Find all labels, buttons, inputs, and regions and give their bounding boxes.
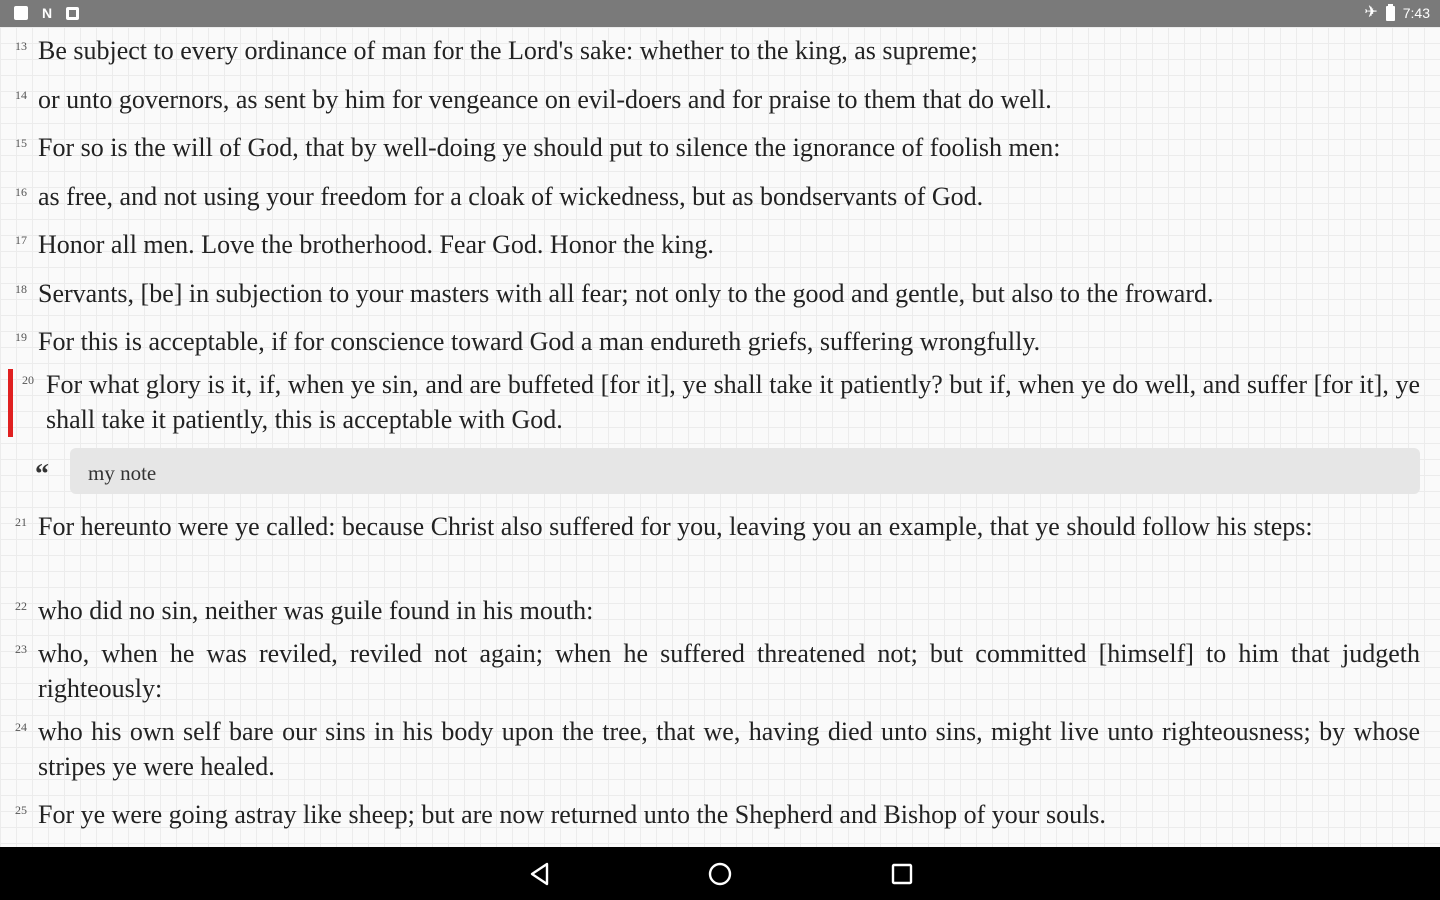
- verse[interactable]: [0, 509, 1440, 544]
- n-icon: N: [42, 5, 53, 21]
- back-button[interactable]: [527, 861, 553, 887]
- verse-text: Servants, [be] in subjection to your masters with all fear; not only to the good and gentle, but also to the froward.: [38, 279, 1214, 308]
- home-circle-icon: [707, 861, 733, 887]
- verse[interactable]: [0, 593, 1440, 628]
- verse-number: 25: [15, 803, 27, 817]
- navigation-bar: [0, 847, 1440, 900]
- bible-reader[interactable]: [0, 27, 1440, 847]
- verse-text: as free, and not using your freedom for a cloak of wickedness, but as bondservants of God.: [38, 182, 984, 211]
- verse-note[interactable]: my note: [70, 448, 1420, 494]
- verse-text: For this is acceptable, if for conscience toward God a man endureth griefs, suffering wrongfully.: [38, 327, 1041, 356]
- verse-text: For ye were going astray like sheep; but are now returned unto the Shepherd and Bishop of your souls.: [38, 800, 1106, 829]
- recents-square-icon: [889, 861, 915, 887]
- verse-text: who his own self bare our sins in his body upon the tree, that we, having died unto sins, might live unto righteousness; by whose stripes ye were healed.: [38, 717, 1420, 781]
- back-triangle-icon: [527, 861, 553, 887]
- verse[interactable]: [0, 179, 1440, 214]
- status-bar: [0, 0, 1440, 27]
- verse-text: who, when he was reviled, reviled not again; when he suffered threatened not; but committed [himself] to him that judgeth righteously:: [38, 639, 1420, 703]
- home-button[interactable]: [707, 861, 733, 887]
- verse-text: Be subject to every ordinance of man for the Lord's sake: whether to the king, as supreme;: [38, 36, 978, 65]
- verse-number: 16: [15, 185, 27, 199]
- recents-button[interactable]: [889, 861, 915, 887]
- verse[interactable]: [0, 276, 1440, 311]
- clipboard-icon: [14, 6, 28, 20]
- verse[interactable]: [0, 324, 1440, 359]
- verse-number: 13: [15, 39, 27, 53]
- notification-icons: [14, 6, 79, 20]
- clock: 7:43: [1402, 5, 1430, 21]
- verse[interactable]: [0, 82, 1440, 117]
- verse[interactable]: [0, 130, 1440, 165]
- verse-text: For hereunto were ye called: because Christ also suffered for you, leaving you an example, that ye should follow his steps:: [38, 512, 1313, 541]
- airplane-mode-icon: ✈: [1364, 4, 1378, 21]
- verse-selected[interactable]: [0, 367, 1440, 437]
- verse[interactable]: [0, 797, 1440, 832]
- verse-text: who did no sin, neither was guile found in his mouth:: [38, 596, 594, 625]
- verse[interactable]: [0, 636, 1440, 706]
- verse[interactable]: [0, 227, 1440, 262]
- verse-number: 23: [15, 642, 27, 656]
- verse-text: Honor all men. Love the brotherhood. Fear God. Honor the king.: [38, 230, 714, 259]
- photo-icon: [66, 7, 79, 20]
- verse-text: For so is the will of God, that by well-doing ye should put to silence the ignorance of foolish men:: [38, 133, 1061, 162]
- verse[interactable]: [0, 714, 1440, 784]
- verse-number: 19: [15, 330, 27, 344]
- verse-number: 21: [15, 515, 27, 529]
- quote-icon: “: [35, 459, 49, 490]
- verse-number: 20: [22, 373, 34, 387]
- verse-number: 24: [15, 720, 27, 734]
- system-indicators: [1364, 5, 1430, 21]
- verse-number: 22: [15, 599, 27, 613]
- battery-icon: [1386, 6, 1395, 21]
- verse[interactable]: [0, 33, 1440, 68]
- verse-number: 14: [15, 88, 27, 102]
- verse-text: For what glory is it, if, when ye sin, and are buffeted [for it], ye shall take it patiently? but if, when ye do well, and suffer [for it], ye shall take it patiently, this is acceptable with God.: [46, 370, 1420, 434]
- verse-text: or unto governors, as sent by him for vengeance on evil-doers and for praise to them that do well.: [38, 85, 1052, 114]
- verse-number: 18: [15, 282, 27, 296]
- verse-number: 17: [15, 233, 27, 247]
- verse-number: 15: [15, 136, 27, 150]
